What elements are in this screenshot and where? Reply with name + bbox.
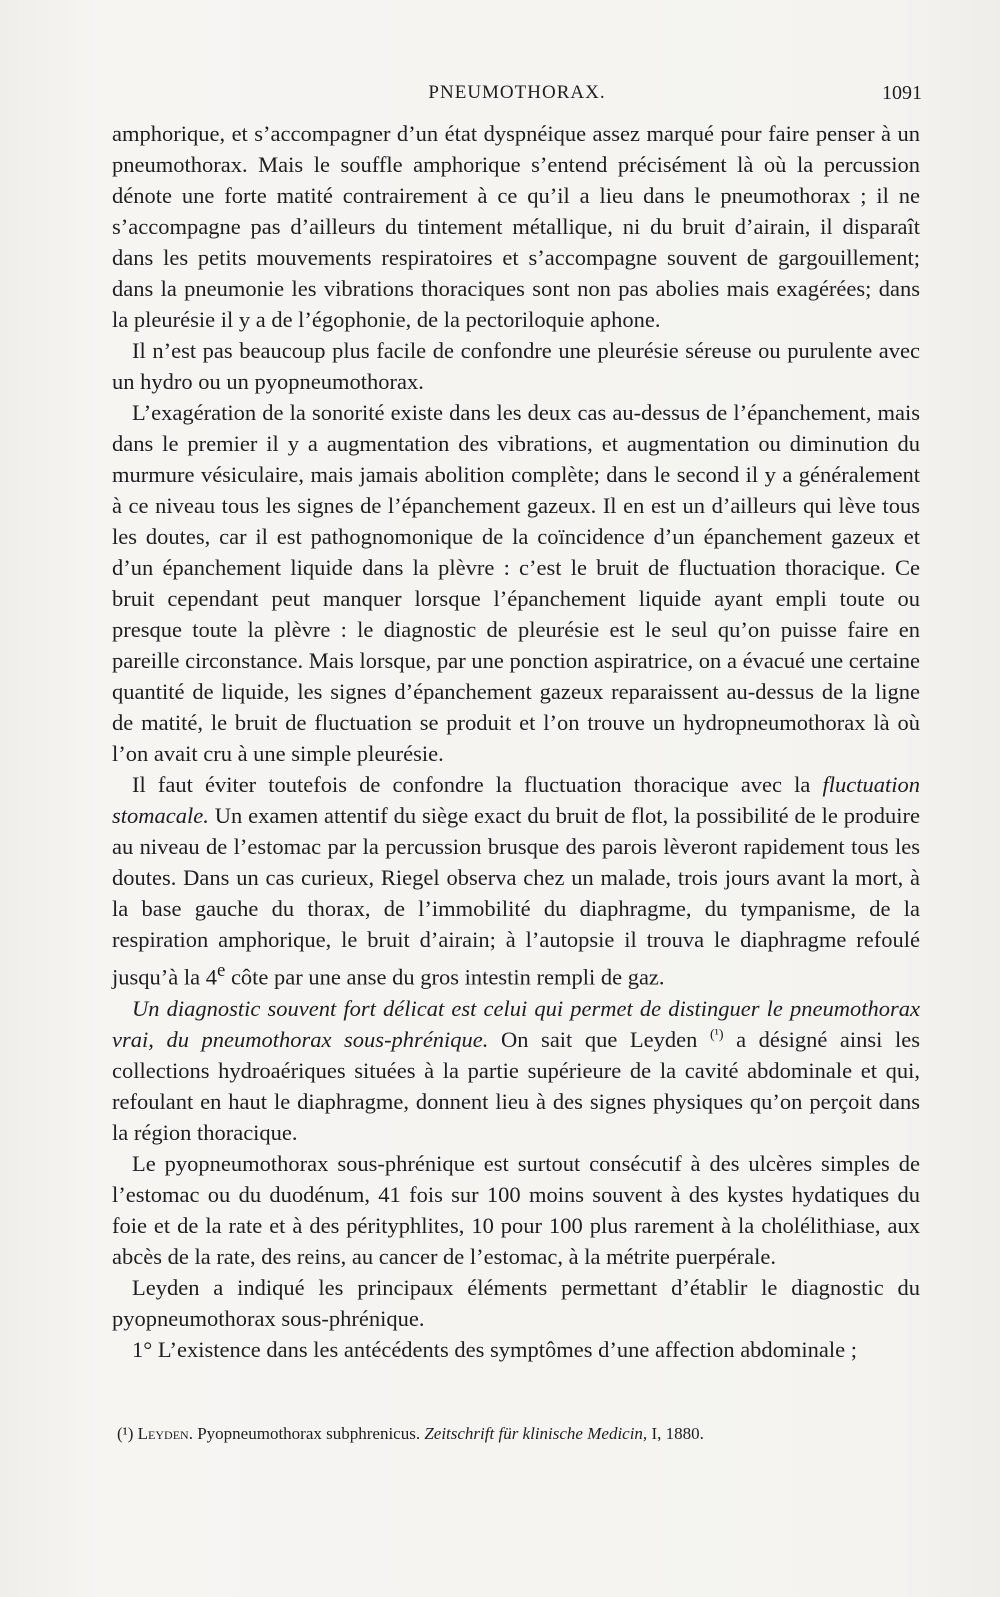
- footnote: [117, 1423, 917, 1445]
- paragraph-5-text-b: a désigné ainsi les collections hydroaériques situées à la partie supérieure de la cavité abdominale et qui, refoulant en haut le diaphragme, donnent lieu à des signes physiques qu’on perçoit dans la région thoracique.: [112, 1026, 920, 1145]
- paragraph-4-italic: fluctuation stomacale.: [112, 772, 920, 828]
- footnote-rest: I, 1880.: [647, 1424, 704, 1443]
- paragraph-1: amphorique, et s’accompagner d’un état dyspnéique assez marqué pour faire penser à un pneumothorax. Mais le souffle amphorique s’entend précisément là où la percussion dénote une forte matité contrairement à ce qu’il a lieu dans le pneumothorax ; il ne s’accompagne pas d’ailleurs du tintement métallique, ni du bruit d’airain, il disparaît dans les petits mouvements respiratoires et s’accompagne souvent de gargouillement; dans la pneumonie les vibrations thoraciques sont non pas abolies mais exagérées; dans la pleurésie il y a de l’égophonie, de la pectoriloquie aphone.: [112, 121, 920, 332]
- footnote-marker: (¹): [117, 1424, 134, 1443]
- body-text: [112, 118, 920, 1365]
- paragraph-3: L’exagération de la sonorité existe dans les deux cas au-dessus de l’épanchement, mais dans le premier il y a augmentation des vibrations, et augmentation ou diminution du murmure vésiculaire, mais jamais abolition complète; dans le second il y a généralement à ce niveau tous les signes de l’épanchement gazeux. Il en est un d’ailleurs qui lève tous les doutes, car il est pathognomonique de la coïncidence d’un épanchement gazeux et d’un épanchement liquide dans la plèvre : c’est le bruit de fluctuation thoracique. Ce bruit cependant peut manquer lorsque l’épanchement liquide ayant empli toute ou presque toute la plèvre : le diagnostic de pleurésie est le seul qu’on puisse faire en pareille circonstance. Mais lorsque, par une ponction aspiratrice, on a évacué une certaine quantité de liquide, les signes d’épanchement gazeux reparaissent au-dessus de la ligne de matité, le bruit de fluctuation se produit et l’on trouve un hydropneumothorax là où l’on avait cru à une simple pleurésie.: [112, 400, 920, 766]
- paragraph-2: Il n’est pas beaucoup plus facile de confondre une pleurésie séreuse ou purulente avec un hydro ou un pyopneumothorax.: [112, 338, 920, 394]
- paragraph-5-text-a: On sait que Leyden: [488, 1026, 710, 1052]
- running-head: PNEUMOTHORAX.: [428, 82, 606, 103]
- paragraph-8: 1° L’existence dans les antécédents des symptômes d’une affection abdominale ;: [132, 1336, 858, 1362]
- paragraph-4-text-a: Il faut éviter toutefois de confondre la fluctuation thoracique avec la: [132, 772, 823, 797]
- paragraph-6: Le pyopneumothorax sous-phrénique est surtout consécutif à des ulcères simples de l’estomac ou du duodénum, 41 fois sur 100 moins souvent à des kystes hydatiques du foie et de la rate et à des pérityphlites, 10 pour 100 plus rarement à la cholélithiase, aux abcès de la rate, des reins, au cancer de l’estomac, à la métrite puerpérale.: [112, 1150, 920, 1269]
- superscript: e: [216, 960, 226, 981]
- footnote-journal: Zeitschrift für klinische Medicin,: [424, 1424, 648, 1443]
- paragraph-5: [112, 993, 920, 1148]
- footnote-reference[interactable]: (¹): [709, 1027, 724, 1042]
- footnote-author: Leyden.: [137, 1424, 193, 1443]
- paragraph-4: [112, 769, 920, 993]
- paragraph-5-italic: Un diagnostic souvent fort délicat est celui qui permet de distinguer le pneumothorax vrai, du pneumothorax sous-phrénique.: [112, 995, 920, 1052]
- page-header: [112, 82, 922, 110]
- page-number: 1091: [882, 82, 922, 104]
- paragraph-4-text-b: Un examen attentif du siège exact du bruit de flot, la possibilité de le produire au niveau de l’estomac par la percussion brusque des parois lèveront rapidement tous les doutes. Dans un cas curieux, Riegel observa chez un malade, trois jours avant la mort, à la base gauche du thorax, de l’immobilité du diaphragme, du tympanisme, de la respiration amphorique, le bruit d’airain; à l’autopsie il trouva le diaphragme refoulé jusqu’à la 4: [112, 803, 920, 990]
- footnote-title: Pyopneumothorax subphrenicus.: [192, 1424, 425, 1443]
- paragraph-4-text-c: côte par une anse du gros intestin rempli de gaz.: [225, 964, 665, 990]
- paragraph-7: Leyden a indiqué les principaux éléments permettant d’établir le diagnostic du pyopneumothorax sous-phrénique.: [112, 1274, 920, 1331]
